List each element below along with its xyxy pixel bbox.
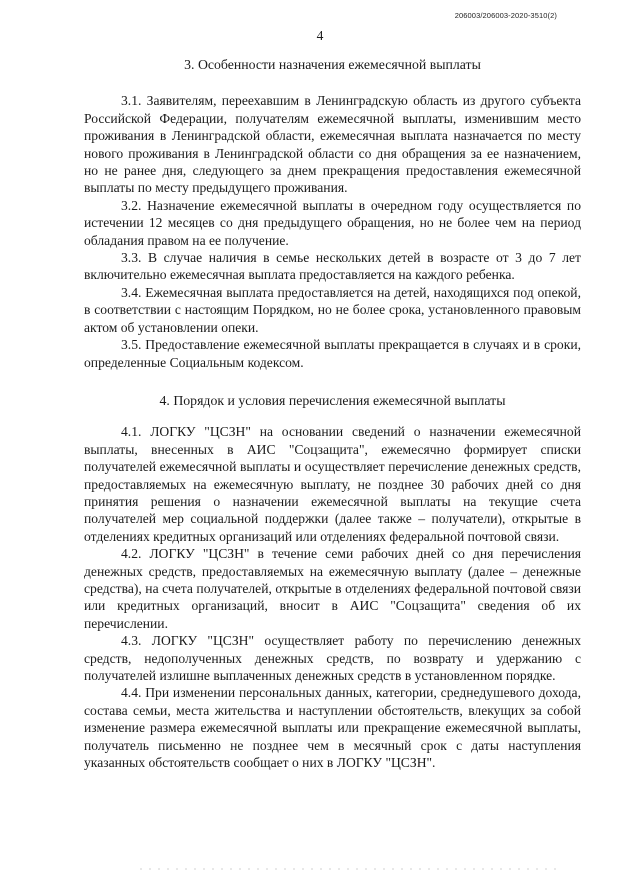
document-id: 206003/206003-2020-3510(2) [454, 11, 557, 20]
section-4-title: 4. Порядок и условия перечисления ежемесячной выплаты [159, 392, 506, 408]
paragraph-3-4: 3.4. Ежемесячная выплата предоставляется на детей, находящихся под опекой, в соответствии с настоящим Порядком, но не более срока, установленного правовым актом об установлении опеки. [84, 284, 581, 335]
paragraph-4-3: 4.3. ЛОГКУ "ЦСЗН" осуществляет работу по перечислению денежных средств, недополученных денежных средств, по возврату и удержанию с получателей излишне выплаченных денежных средств в установленном порядке. [84, 633, 581, 683]
document-body [84, 56, 581, 771]
paragraph-4-1: 4.1. ЛОГКУ "ЦСЗН" на основании сведений о назначении ежемесячной выплаты, внесенных в АИС "Соцзащита", ежемесячно формирует списки получателей ежемесячной выплаты и осуществляет перечисление денежных средств, предоставляемых на ежемесячную выплату, не позднее 30 рабочих дней со дня принятия решения о назначении ежемесячной выплаты на текущие счета получателей мер социальной поддержки (далее также – получатели), открытые в отделениях кредитных организаций или отделениях федеральной почтовой связи. [84, 424, 581, 544]
paragraph-4-4: 4.4. При изменении персональных данных, категории, среднедушевого дохода, состава семьи, места жительства и наступлении обстоятельств, влекущих за собой изменение размера ежемесячной выплаты или прекращение ежемесячной выплаты, получатель письменно не позднее чем в месячный срок с даты наступления указанных обстоятельств сообщает о них в ЛОГКУ "ЦСЗН". [84, 685, 581, 771]
paragraph-4-2: 4.2. ЛОГКУ "ЦСЗН" в течение семи рабочих дней со дня перечисления денежных средств, предоставляемых на ежемесячную выплату (далее – денежные средства), на счета получателей, открытые в отделениях федеральной почтовой связи или кредитных организаций, вносит в АИС "Соцзащита" сведения об их перечислении. [84, 546, 581, 631]
scan-artifact [140, 868, 560, 870]
paragraph-3-2: 3.2. Назначение ежемесячной выплаты в очередном году осуществляется по истечении 12 месяцев со дня предыдущего обращения, но не более чем на период обладания правом на ее получение. [84, 197, 581, 248]
paragraph-3-1: 3.1. Заявителям, переехавшим в Ленинградскую область из другого субъекта Российской Федерации, получателям ежемесячной выплаты, изменившим место проживания в Ленинградской области, ежемесячная выплата назначается по месту нового проживания в Ленинградской области со дня обращения за ее назначением, но не ранее дня, следующего за днем прекращения предоставления ежемесячной выплаты по месту предыдущего проживания. [84, 93, 581, 196]
page-number: 4 [316, 28, 324, 43]
section-3-title: 3. Особенности назначения ежемесячной выплаты [184, 57, 481, 72]
paragraph-3-3: 3.3. В случае наличия в семье нескольких детей в возрасте от 3 до 7 лет включительно ежемесячная выплата предоставляется на каждого ребенка. [84, 250, 581, 283]
paragraph-3-5: 3.5. Предоставление ежемесячной выплаты прекращается в случаях и в сроки, определенные Социальным кодексом. [84, 337, 581, 370]
